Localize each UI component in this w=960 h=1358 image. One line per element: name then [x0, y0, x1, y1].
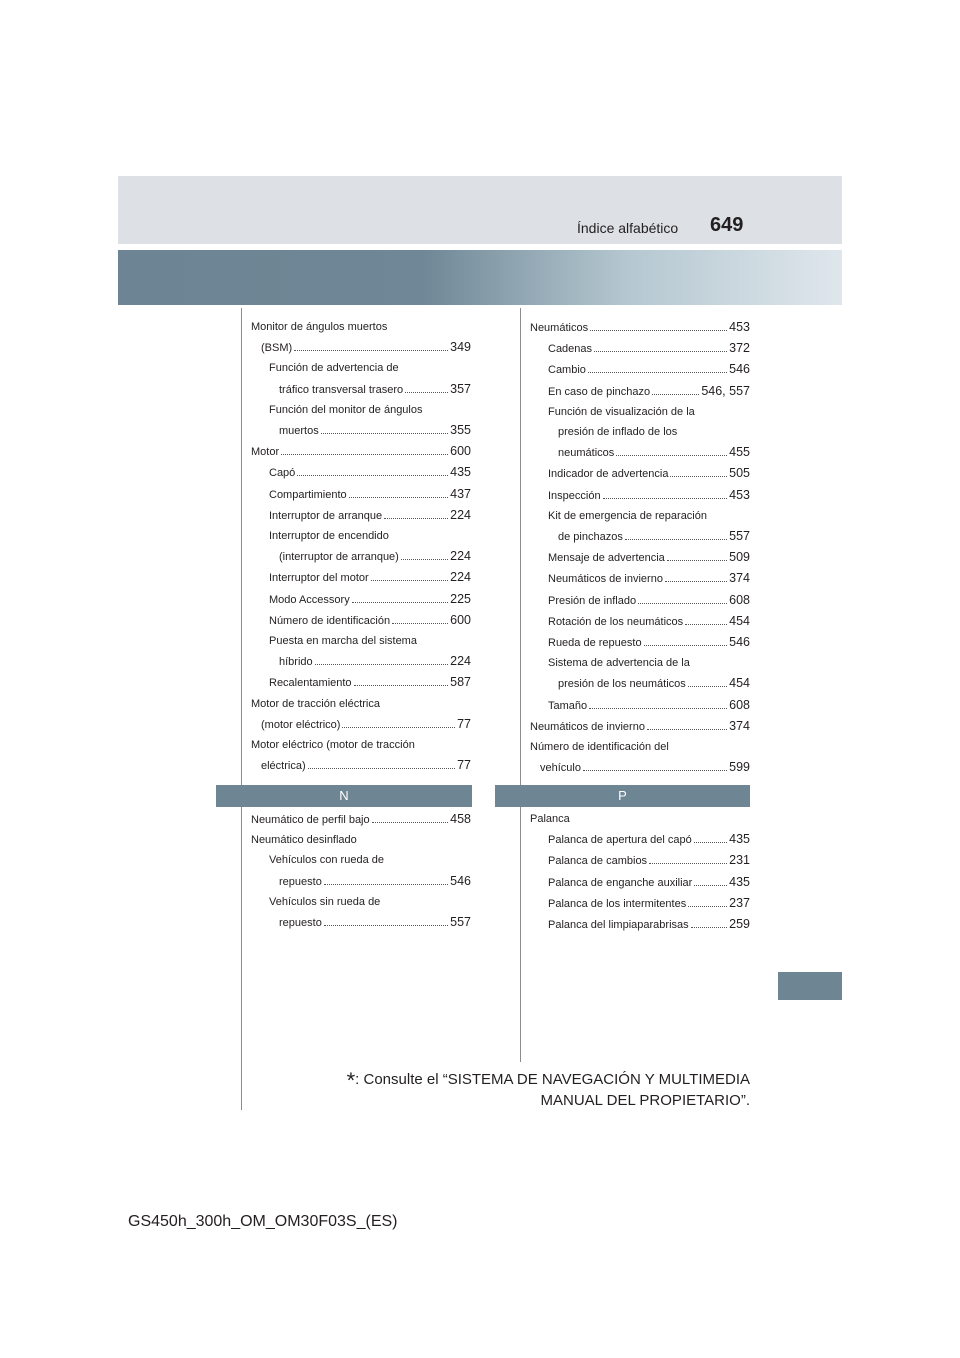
leader-dots	[603, 498, 728, 499]
index-entry-page: 435	[450, 465, 471, 480]
index-entry-text: eléctrica)	[261, 760, 306, 773]
leader-dots	[638, 603, 727, 604]
index-entry-page: 374	[729, 718, 750, 733]
footnote-line-1: : Consulte el “SISTEMA DE NAVEGACIÓN Y MULTIMEDIA	[355, 1071, 750, 1088]
index-entry-page: 546, 557	[701, 383, 750, 398]
index-entry-page: 546	[729, 362, 750, 377]
index-entry-page: 600	[450, 444, 471, 459]
index-entry	[530, 737, 750, 757]
index-entry	[251, 871, 471, 892]
index-entry	[251, 892, 471, 912]
index-entry	[251, 379, 471, 400]
index-entry	[530, 485, 750, 506]
model-code: GS450h_300h_OM_OM30F03S_(ES)	[128, 1213, 398, 1230]
leader-dots	[694, 885, 727, 886]
index-entry-page: 453	[729, 320, 750, 334]
index-entry-text: Interruptor de arranque	[269, 509, 383, 522]
leader-dots	[589, 708, 727, 709]
index-entry-text: Vehículos con rueda de	[269, 854, 384, 867]
index-entry	[251, 358, 471, 378]
index-entry	[251, 809, 471, 830]
leader-dots	[667, 560, 727, 561]
index-entry-page: 357	[450, 381, 471, 396]
index-entry	[530, 422, 750, 442]
index-entry-text: Cambio	[548, 364, 586, 377]
index-entry-text: Número de identificación del	[530, 741, 669, 754]
index-entry	[530, 757, 750, 778]
index-entry-text: repuesto	[279, 875, 322, 888]
leader-dots	[392, 623, 448, 624]
column-divider-middle	[520, 308, 521, 1062]
leader-dots	[583, 770, 727, 771]
index-entry	[530, 338, 750, 359]
index-entry-page: 505	[729, 466, 750, 481]
index-entry	[530, 653, 750, 673]
index-entry-page: 509	[729, 550, 750, 565]
index-entry-text: Recalentamiento	[269, 677, 352, 690]
footnote	[330, 1070, 750, 1111]
index-entry-text: Tamaño	[548, 699, 588, 712]
index-entry	[251, 714, 471, 735]
column-divider-left	[241, 308, 242, 1110]
leader-dots	[691, 927, 728, 928]
leader-dots	[594, 351, 727, 352]
leader-dots	[324, 925, 448, 926]
index-entry	[251, 567, 471, 588]
index-entry-text: Sistema de advertencia de la	[548, 657, 690, 670]
index-entry-text: Neumáticos de invierno	[530, 720, 645, 733]
section-title: Índice alfabético	[577, 220, 679, 236]
index-entry-page: 455	[729, 445, 750, 460]
leader-dots	[384, 518, 448, 519]
index-entry-text: Función de advertencia de	[269, 362, 399, 375]
index-entry-page: 349	[450, 340, 471, 355]
index-entry	[530, 526, 750, 547]
index-entry	[251, 526, 471, 546]
leader-dots	[297, 475, 448, 476]
index-entry-page: 599	[729, 760, 750, 775]
leader-dots	[371, 580, 448, 581]
index-entry-text: Palanca de los intermitentes	[548, 897, 687, 910]
index-entry	[251, 484, 471, 505]
index-entry-text: Monitor de ángulos muertos	[251, 321, 388, 333]
index-entry-text: Función del monitor de ángulos	[269, 403, 423, 416]
index-entry-page: 355	[450, 423, 471, 438]
leader-dots	[688, 906, 727, 907]
index-entry-text: Neumáticos	[530, 322, 589, 334]
index-column-right-bottom	[530, 809, 750, 935]
index-entry	[530, 611, 750, 632]
footnote-marker: *	[346, 1068, 356, 1093]
index-entry	[530, 809, 750, 829]
index-entry-page: 453	[729, 487, 750, 502]
index-entry	[251, 830, 471, 850]
leader-dots	[308, 768, 455, 769]
index-entry	[251, 850, 471, 870]
leader-dots	[372, 822, 449, 823]
index-entry-page: 454	[729, 613, 750, 628]
leader-dots	[688, 686, 727, 687]
leader-dots	[401, 559, 448, 560]
index-entry-text: Vehículos sin rueda de	[269, 895, 381, 908]
leader-dots	[694, 842, 727, 843]
footnote-line-2: MANUAL DEL PROPIETARIO”.	[540, 1092, 750, 1109]
index-entry-text: híbrido	[279, 656, 313, 669]
index-entry-page: 600	[450, 612, 471, 627]
index-entry	[530, 442, 750, 463]
index-entry-text: Neumático desinflado	[251, 834, 357, 847]
index-entry-page: 231	[729, 853, 750, 868]
index-entry	[530, 590, 750, 611]
index-entry-text: (interruptor de arranque)	[279, 551, 399, 564]
index-entry-text: de pinchazos	[558, 531, 623, 544]
index-entry	[530, 914, 750, 935]
index-entry	[530, 402, 750, 422]
index-entry	[530, 317, 750, 338]
index-entry-text: Neumáticos de invierno	[548, 573, 663, 586]
index-entry-page: 374	[729, 571, 750, 586]
index-entry-text: Interruptor de encendido	[269, 530, 389, 543]
index-column-right-top	[530, 317, 750, 778]
index-entry-text: (motor eléctrico)	[261, 718, 341, 731]
index-entry-text: Palanca de cambios	[548, 855, 648, 868]
index-entry-page: 372	[729, 341, 750, 356]
index-entry-page: 77	[457, 716, 471, 731]
index-entry-text: Motor	[251, 446, 280, 459]
index-entry	[530, 381, 750, 402]
index-entry	[251, 546, 471, 567]
index-entry	[530, 568, 750, 589]
index-entry	[530, 632, 750, 653]
leader-dots	[321, 433, 448, 434]
index-entry-page: 224	[450, 507, 471, 522]
index-entry-text: Palanca	[530, 813, 570, 825]
index-entry-text: Indicador de advertencia	[548, 468, 669, 481]
index-entry-page: 224	[450, 570, 471, 585]
index-entry-page: 435	[729, 832, 750, 847]
index-entry	[530, 359, 750, 380]
index-entry	[530, 547, 750, 568]
index-entry-text: Presión de inflado	[548, 594, 637, 607]
index-entry-text: Neumático de perfil bajo	[251, 814, 370, 826]
index-entry-page: 546	[450, 873, 471, 888]
index-entry	[530, 872, 750, 893]
index-entry	[251, 337, 471, 358]
index-entry-page: 237	[729, 895, 750, 910]
index-entry	[530, 463, 750, 484]
index-entry	[530, 695, 750, 716]
leader-dots	[665, 581, 727, 582]
index-entry-text: muertos	[279, 425, 319, 438]
index-entry-text: Rueda de repuesto	[548, 637, 642, 650]
index-entry-text: Mensaje de advertencia	[548, 552, 665, 565]
leader-dots	[588, 372, 727, 373]
index-entry-page: 608	[729, 697, 750, 712]
index-entry	[251, 420, 471, 441]
leader-dots	[324, 884, 448, 885]
index-entry	[251, 735, 471, 755]
index-entry-text: Interruptor del motor	[269, 572, 369, 585]
index-entry	[251, 589, 471, 610]
index-entry-text: Palanca del limpiaparabrisas	[548, 919, 689, 932]
leader-dots	[281, 454, 448, 455]
index-entry-page: 557	[450, 915, 471, 930]
index-entry-page: 437	[450, 486, 471, 501]
index-entry-text: vehículo	[540, 762, 581, 775]
index-entry-text: Rotación de los neumáticos	[548, 615, 684, 628]
index-entry-text: En caso de pinchazo	[548, 385, 651, 398]
index-entry-text: repuesto	[279, 917, 322, 930]
index-entry	[251, 505, 471, 526]
index-column-left-bottom	[251, 809, 471, 933]
index-entry	[251, 631, 471, 651]
leader-dots	[616, 455, 727, 456]
index-entry-page: 557	[729, 529, 750, 544]
index-entry	[251, 755, 471, 776]
index-entry-text: presión de los neumáticos	[558, 678, 686, 691]
index-column-left-top	[251, 317, 471, 776]
index-side-tab	[778, 972, 842, 1000]
leader-dots	[315, 664, 449, 665]
index-entry-page: 458	[450, 812, 471, 826]
index-entry	[251, 317, 471, 337]
section-header-n: N	[216, 785, 472, 807]
index-entry	[251, 400, 471, 420]
index-entry-page: 77	[457, 758, 471, 773]
index-entry-text: Inspección	[548, 489, 601, 502]
leader-dots	[405, 392, 448, 393]
index-entry	[251, 651, 471, 672]
leader-dots	[652, 394, 699, 395]
leader-dots	[649, 863, 727, 864]
index-entry-text: Motor de tracción eléctrica	[251, 697, 380, 710]
index-entry-text: (BSM)	[261, 342, 293, 355]
leader-dots	[670, 476, 727, 477]
index-entry-text: Modo Accessory	[269, 593, 350, 606]
decorative-gradient-band	[118, 250, 842, 305]
index-entry	[530, 716, 750, 737]
index-entry	[530, 829, 750, 850]
index-entry	[530, 850, 750, 871]
index-entry-text: Motor eléctrico (motor de tracción	[251, 739, 415, 752]
index-entry-text: Capó	[269, 467, 296, 480]
index-entry-text: Palanca de enganche auxiliar	[548, 876, 693, 889]
page-number: 649	[710, 214, 744, 236]
leader-dots	[647, 729, 727, 730]
index-entry	[251, 610, 471, 631]
index-entry	[251, 462, 471, 483]
leader-dots	[644, 645, 728, 646]
index-entry	[251, 441, 471, 462]
index-entry-page: 225	[450, 591, 471, 606]
leader-dots	[685, 624, 727, 625]
index-entry-text: Número de identificación	[269, 614, 391, 627]
index-entry-page: 587	[450, 675, 471, 690]
leader-dots	[354, 685, 449, 686]
index-entry	[251, 672, 471, 693]
index-entry	[251, 694, 471, 714]
index-entry-page: 546	[729, 635, 750, 650]
index-entry-text: Kit de emergencia de reparación	[548, 509, 707, 522]
index-entry-text: tráfico transversal trasero	[279, 383, 404, 396]
section-header-p: P	[495, 785, 750, 807]
index-entry-page: 224	[450, 654, 471, 669]
leader-dots	[294, 350, 448, 351]
index-entry-page: 454	[729, 676, 750, 691]
index-entry-page: 608	[729, 592, 750, 607]
leader-dots	[352, 602, 448, 603]
index-entry	[530, 673, 750, 694]
index-entry-text: Compartimiento	[269, 488, 347, 501]
leader-dots	[590, 330, 727, 331]
index-entry-page: 224	[450, 549, 471, 564]
index-entry-text: Palanca de apertura del capó	[548, 834, 692, 847]
index-entry-text: Puesta en marcha del sistema	[269, 635, 417, 648]
leader-dots	[349, 497, 449, 498]
index-entry	[251, 912, 471, 933]
index-entry	[530, 893, 750, 914]
index-entry-text: Función de visualización de la	[548, 405, 695, 418]
index-entry-text: presión de inflado de los	[558, 426, 678, 439]
index-entry-text: neumáticos	[558, 447, 615, 460]
leader-dots	[625, 539, 727, 540]
index-entry-text: Cadenas	[548, 343, 593, 356]
index-entry	[530, 506, 750, 526]
index-entry-page: 435	[729, 874, 750, 889]
leader-dots	[342, 727, 455, 728]
index-entry-page: 259	[729, 917, 750, 932]
